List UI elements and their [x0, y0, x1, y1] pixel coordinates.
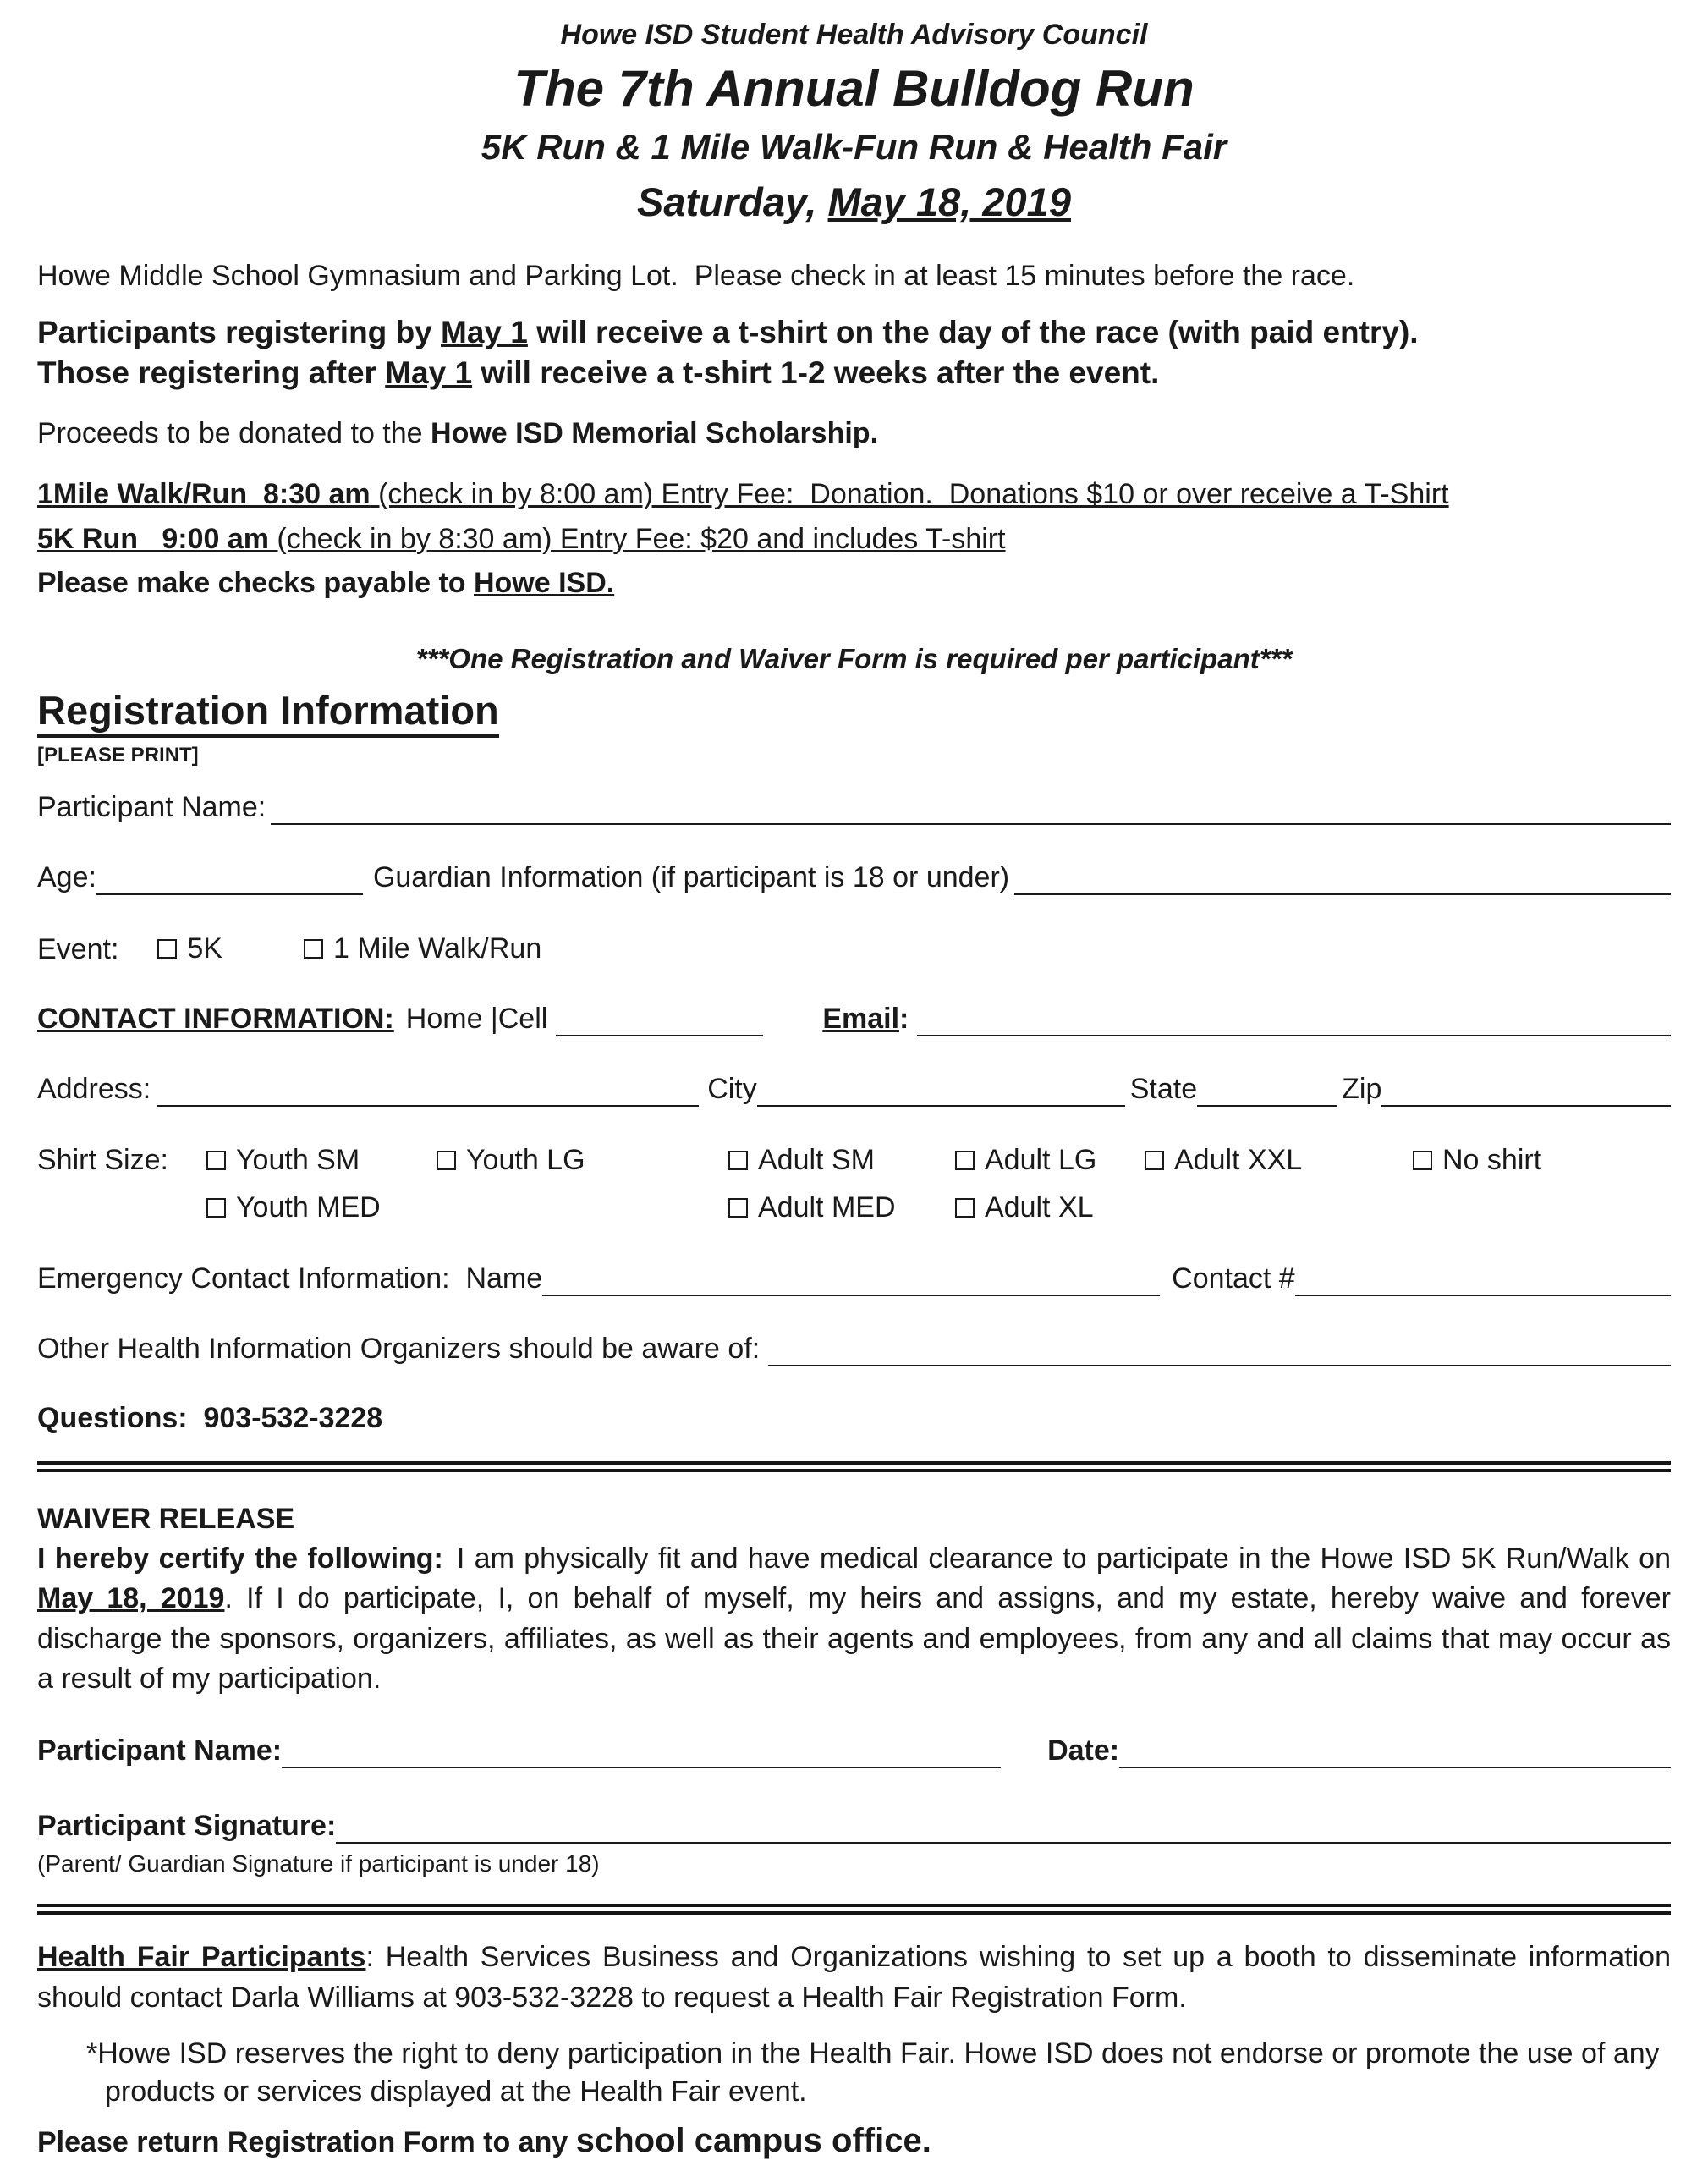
return-instruction-emphasis: school campus office.: [575, 2121, 931, 2159]
tshirt-notice-line2-date: May 1: [385, 355, 473, 391]
event-row: [37, 931, 1671, 967]
shirt-option-adult-lg: [955, 1142, 1145, 1179]
adult-lg-label: Adult LG: [985, 1143, 1097, 1176]
home-cell-label: Home |Cell: [405, 1003, 548, 1036]
shirt-option-adult-sm: [728, 1142, 955, 1179]
questions-line: Questions: 903-532-3228: [37, 1401, 383, 1434]
event-subtitle: 5K Run & 1 Mile Walk-Fun Run & Health Fair: [481, 126, 1227, 167]
address-label: Address:: [37, 1073, 151, 1106]
fee-line-5k: [37, 517, 1671, 562]
state-field[interactable]: [1197, 1073, 1337, 1107]
youth-med-checkbox[interactable]: [206, 1198, 226, 1218]
adult-xl-checkbox[interactable]: [955, 1198, 975, 1218]
waiver-text-post: . If I do participate, I, on behalf of myself, my heirs and assigns, and my estate, hereby waive and forever discharge the sponsors, organizers, affiliates, as well as their agents and employees, from any and all claims that may occur as a result of my participation.: [37, 1582, 1671, 1696]
health-fair-text: : Health Services Business and Organizations wishing to set up a booth to disseminate information should contact Darla Williams at 903-532-3228 to request a Health Fair Registration Form.: [37, 1940, 1671, 2014]
shirt-option-adult-xxl: [1145, 1142, 1413, 1179]
youth-sm-label: Youth SM: [236, 1143, 360, 1176]
proceeds-text: Proceeds to be donated to the: [37, 417, 431, 450]
fees-section: [37, 472, 1671, 606]
guardian-field[interactable]: [1014, 861, 1671, 895]
state-label: State: [1129, 1073, 1198, 1106]
waiver-date-label: Date:: [1047, 1734, 1120, 1767]
youth-med-label: Youth MED: [236, 1191, 381, 1224]
emergency-contact-label: Emergency Contact Information: Name: [37, 1262, 543, 1295]
tshirt-notice-line1: [37, 312, 1671, 353]
other-health-row: [37, 1332, 1671, 1366]
youth-sm-checkbox[interactable]: [206, 1151, 226, 1170]
waiver-signature-label: Participant Signature:: [37, 1809, 337, 1842]
event-title: The 7th Annual Bulldog Run: [513, 59, 1195, 117]
registration-heading-text: Registration Information: [37, 688, 499, 738]
registration-heading: [37, 688, 1671, 738]
event-5k-checkbox[interactable]: [157, 939, 177, 959]
event-date-value: May 18, 2019: [827, 179, 1071, 224]
fee-line-1mile: [37, 472, 1671, 517]
shirt-size-label: Shirt Size:: [37, 1143, 168, 1176]
waiver-certify: I hereby certify the following:: [37, 1542, 443, 1575]
shirt-option-adult-med: [728, 1190, 955, 1226]
waiver-signature-field[interactable]: [336, 1810, 1671, 1844]
waiver-date: May 18, 2019: [37, 1582, 225, 1615]
youth-lg-checkbox[interactable]: [437, 1151, 456, 1170]
adult-xxl-label: Adult XXL: [1174, 1143, 1303, 1176]
youth-lg-label: Youth LG: [466, 1143, 585, 1176]
shirt-option-youth-med: [206, 1190, 437, 1226]
waiver-body: [37, 1539, 1671, 1700]
event-label: Event:: [37, 932, 119, 965]
email-label: Email: [822, 1003, 900, 1036]
waiver-date-field[interactable]: [1119, 1734, 1671, 1768]
participant-name-row: [37, 790, 1671, 825]
city-field[interactable]: [757, 1073, 1125, 1107]
waiver-name-date-row: [37, 1734, 1671, 1768]
required-note: ***One Registration and Waiver Form is required per participant***: [415, 643, 1293, 674]
waiver-signature-row: [37, 1809, 1671, 1844]
section-divider-top: [37, 1461, 1671, 1472]
tshirt-notice-line2-pre: Those registering after: [37, 355, 386, 391]
adult-sm-checkbox[interactable]: [728, 1151, 748, 1170]
shirt-option-youth-sm: [206, 1142, 437, 1179]
shirt-size-section: [37, 1142, 1671, 1226]
tshirt-notice: [37, 312, 1671, 393]
event-date-prefix: Saturday,: [637, 179, 828, 224]
emergency-name-field[interactable]: [542, 1262, 1160, 1296]
shirt-option-no-shirt: [1413, 1142, 1671, 1179]
return-instruction-text: Please return Registration Form to any: [37, 2125, 576, 2158]
fee-line-1mile-title: 1Mile Walk/Run 8:30 am: [37, 477, 371, 510]
event-date: [37, 178, 1671, 228]
emergency-number-label: Contact #: [1172, 1262, 1295, 1295]
waiver-participant-name-label: Participant Name:: [37, 1734, 283, 1767]
fee-line-5k-details: (check in by 8:30 am) Entry Fee: $20 and includes T-shirt: [268, 522, 1006, 555]
section-divider-bottom: [37, 1904, 1671, 1915]
age-field[interactable]: [96, 861, 363, 895]
checks-text: Please make checks payable to: [37, 567, 474, 600]
email-field[interactable]: [917, 1003, 1671, 1036]
adult-xxl-checkbox[interactable]: [1145, 1151, 1164, 1170]
fee-line-5k-title: 5K Run 9:00 am: [37, 522, 269, 555]
fee-line-1mile-details: (check in by 8:00 am) Entry Fee: Donation. Donations $10 or over receive a T-Shirt: [370, 477, 1449, 510]
participant-name-field[interactable]: [271, 791, 1671, 825]
city-label: City: [707, 1073, 757, 1106]
checks-line: [37, 561, 1671, 606]
contact-info-row: [37, 1002, 1671, 1036]
emergency-number-field[interactable]: [1295, 1262, 1671, 1296]
tshirt-notice-line1-date: May 1: [441, 315, 528, 350]
adult-med-checkbox[interactable]: [728, 1198, 748, 1218]
zip-field[interactable]: [1381, 1073, 1671, 1107]
adult-sm-label: Adult SM: [758, 1143, 875, 1176]
proceeds-scholarship: Howe ISD Memorial Scholarship.: [431, 417, 879, 450]
health-fair-disclaimer: *Howe ISD reserves the right to deny participation in the Health Fair. Howe ISD does not endorse or promote the use of any products or services displayed at the Health Fair event.: [86, 2037, 1660, 2108]
location-line: Howe Middle School Gymnasium and Parking Lot. Please check in at least 15 minutes before the race.: [37, 259, 1355, 292]
address-row: [37, 1072, 1671, 1107]
event-option-1mile: [304, 931, 541, 967]
health-fair-lead: Health Fair Participants: [37, 1940, 366, 1973]
event-5k-label: 5K: [187, 932, 222, 965]
signature-note: (Parent/ Guardian Signature if participant is under 18): [37, 1850, 600, 1877]
email-colon: :: [899, 1003, 909, 1036]
return-instruction: [37, 2119, 1671, 2162]
participant-name-label: Participant Name:: [37, 791, 266, 824]
waiver-text-pre: I am physically fit and have medical clearance to participate in the Howe ISD 5K Run/Walk on: [456, 1542, 1671, 1575]
org-name: Howe ISD Student Health Advisory Council: [560, 19, 1148, 51]
age-label: Age:: [37, 861, 96, 894]
shirt-option-youth-lg: [437, 1142, 728, 1179]
zip-label: Zip: [1342, 1073, 1382, 1106]
waiver-heading: WAIVER RELEASE: [37, 1503, 295, 1536]
adult-med-label: Adult MED: [758, 1191, 896, 1224]
event-option-5k: [157, 931, 222, 967]
tshirt-notice-line2-post: will receive a t-shirt 1-2 weeks after the event.: [472, 355, 1160, 391]
proceeds-line: [37, 415, 1671, 452]
checks-payee: Howe ISD.: [473, 567, 615, 600]
tshirt-notice-line1-post: will receive a t-shirt on the day of the race (with paid entry).: [527, 315, 1419, 350]
phone-field[interactable]: [556, 1003, 763, 1036]
contact-info-heading: CONTACT INFORMATION:: [37, 1003, 394, 1036]
age-guardian-row: [37, 860, 1671, 895]
adult-xl-label: Adult XL: [985, 1191, 1094, 1224]
please-print-note: [PLEASE PRINT]: [37, 744, 199, 767]
address-field[interactable]: [157, 1073, 699, 1107]
guardian-label: Guardian Information (if participant is 18 or under): [372, 861, 1010, 894]
no-shirt-checkbox[interactable]: [1413, 1151, 1432, 1170]
other-health-label: Other Health Information Organizers should be aware of:: [37, 1332, 768, 1365]
health-fair-paragraph: [37, 1937, 1671, 2019]
no-shirt-label: No shirt: [1442, 1143, 1542, 1176]
emergency-contact-row: [37, 1262, 1671, 1296]
waiver-participant-name-field[interactable]: [282, 1734, 1001, 1768]
event-1mile-checkbox[interactable]: [304, 939, 323, 959]
adult-lg-checkbox[interactable]: [955, 1151, 975, 1170]
other-health-field[interactable]: [768, 1333, 1671, 1366]
event-1mile-label: 1 Mile Walk/Run: [332, 932, 542, 965]
shirt-option-adult-xl: [955, 1190, 1145, 1226]
tshirt-notice-line1-pre: Participants registering by: [37, 315, 442, 350]
tshirt-notice-line2: [37, 353, 1671, 393]
